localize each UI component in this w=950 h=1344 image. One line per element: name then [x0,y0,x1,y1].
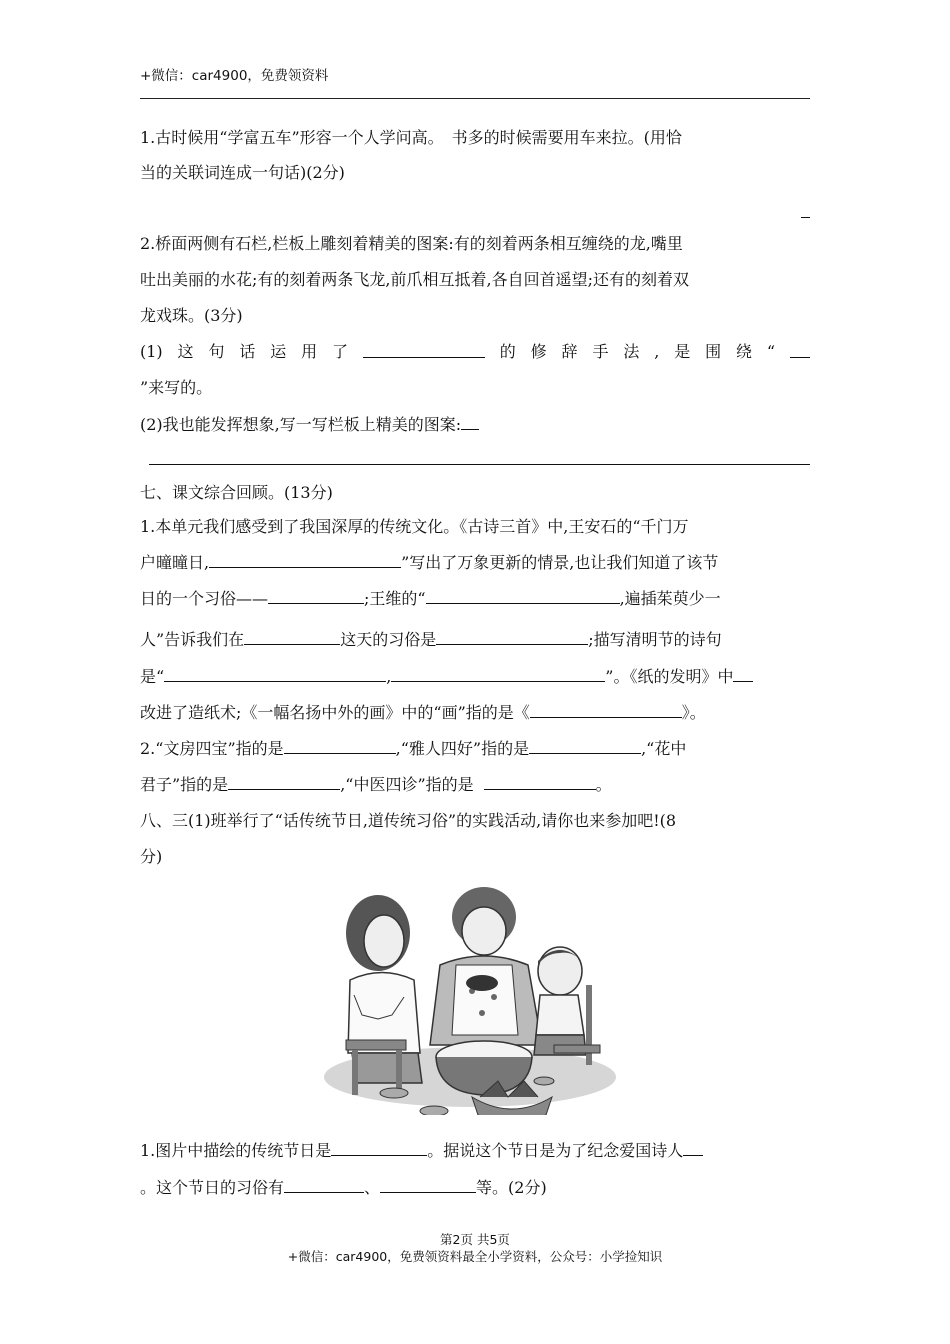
s7-l4a: 人”告诉我们在 [140,630,245,649]
s7-line-5 [140,666,753,687]
q2-p1-m7: 围 [705,342,722,361]
s7-l3c: ,遍插茱萸少一 [619,589,721,608]
q2-p1-w4: 运 [270,342,287,361]
four-elegances-blank[interactable] [529,738,641,754]
gentlemen-blank[interactable] [228,774,340,790]
q1-answer-blank[interactable] [801,217,810,218]
q2-p1-w0: (1) [140,342,163,361]
q2-part2-line [140,414,479,435]
s8-q1c: 。这个节日的习俗有 [140,1178,285,1197]
s7-l8c: 。 [595,775,612,794]
painting-blank[interactable] [530,702,682,718]
header-divider [140,98,810,99]
diagnosis-blank[interactable] [484,774,596,790]
s7-l7c: ,“花中 [641,739,687,758]
s7-line-2 [140,552,718,573]
q2-part1-end: ”来写的。 [140,378,213,397]
q2-p1-m9: “ [766,342,776,361]
s7-l7b: ,“雅人四好”指的是 [395,739,530,758]
pattern-answer-line[interactable] [149,464,810,465]
s7-l6b: 》。 [681,703,706,722]
qingming-blank-1[interactable] [164,666,386,682]
s7-l3b: ;王维的“ [364,589,426,608]
q2-p1-m5: , [654,342,660,361]
paper-inventor-blank[interactable] [733,666,753,682]
q2-p1-m1: 修 [530,342,547,361]
q2-p1-w3: 话 [239,342,256,361]
s7-l3a: 日的一个习俗—— [140,589,269,608]
q2-p1-w5: 用 [301,342,318,361]
s7-line-8 [140,774,612,795]
s8-q1-line-2 [140,1177,547,1198]
q2-p1-m2: 辞 [561,342,578,361]
q2-p1-m3: 手 [592,342,609,361]
festival-blank[interactable] [244,629,340,645]
s8-q1-line-1 [140,1140,703,1161]
four-treasures-blank[interactable] [284,738,396,754]
s7-line-1: 1.本单元我们感受到了我国深厚的传统文化。《古诗三首》中,王安石的“千门万 [140,517,689,536]
q2-p1-w6: 了 [332,342,349,361]
s7-l5c: ”。《纸的发明》中 [605,667,734,686]
s8-line-1: 八、三(1)班举行了“话传统节日,道传统习俗”的实践活动,请你也来参加吧!(8 [140,811,677,830]
s8-q1e: 等。(2分) [476,1178,547,1197]
s7-line-4 [140,629,722,650]
s7-l7a: 2.“文房四宝”指的是 [140,739,284,758]
custom-blank[interactable] [268,588,364,604]
theme-blank[interactable] [790,342,810,358]
q2-line-3: 龙戏珠。(3分) [140,306,243,325]
custom-blank-b[interactable] [380,1177,476,1193]
q2-p1-m6: 是 [674,342,691,361]
q2-p1-m0: 的 [499,342,516,361]
q2-part2-text: (2)我也能发挥想象,写一写栏板上精美的图案: [140,415,462,434]
q2-p1-m4: 法 [623,342,640,361]
q2-p1-w1: 这 [177,342,194,361]
footer-promo: +微信：car4900，免费领资料最全小学资料，公众号：小学捡知识 [287,1249,663,1264]
s7-l8b: ,“中医四诊”指的是 [340,775,474,794]
poet-blank[interactable] [683,1140,703,1156]
festival-name-blank[interactable] [331,1140,427,1156]
s8-line-2: 分) [140,847,163,866]
s7-l8a: 君子”指的是 [140,775,229,794]
qingming-blank-2[interactable] [391,666,605,682]
custom-blank-a[interactable] [284,1177,364,1193]
festival-illustration [322,885,618,1115]
s7-l2b: ”写出了万象更新的情景,也让我们知道了该节 [401,553,719,572]
s7-line-6 [140,702,706,723]
s7-l6a: 改进了造纸术;《一幅名扬中外的画》中的“画”指的是《 [140,703,530,722]
s7-l4b: 这天的习俗是 [340,630,437,649]
q2-part1-line [140,342,810,362]
poem-blank-2[interactable] [426,588,620,604]
q2-line-1: 2.桥面两侧有石栏,栏板上雕刻着精美的图案:有的刻着两条相互缠绕的龙,嘴里 [140,234,683,253]
s7-line-3 [140,588,721,609]
s7-l5a: 是“ [140,667,165,686]
page-number: 第2页 共5页 [440,1232,510,1247]
s7-line-7 [140,738,686,759]
s8-q1a: 1.图片中描绘的传统节日是 [140,1141,332,1160]
q2-p1-m8: 绕 [735,342,752,361]
q2-line-2: 吐出美丽的水花;有的刻着两条飞龙,前爪相互抵着,各自回首遥望;还有的刻着双 [140,270,689,289]
poem-blank-1[interactable] [209,552,401,568]
s7-l2a: 户曈曈日, [140,553,210,572]
s8-q1b: 。据说这个节日是为了纪念爱国诗人 [427,1141,684,1160]
section7-title: 七、课文综合回顾。(13分) [140,483,333,502]
pattern-blank[interactable] [461,414,479,430]
s7-l4c: ;描写清明节的诗句 [588,630,722,649]
q2-p1-w2: 句 [208,342,225,361]
s8-q1d: 、 [364,1178,381,1197]
s7-l5b: , [386,667,392,686]
q1-line-2: 当的关联词连成一句话)(2分) [140,163,345,182]
q1-line-1: 1.古时候用“学富五车”形容一个人学问高。 书多的时候需要用车来拉。(用恰 [140,128,682,147]
festival-custom-blank[interactable] [436,629,588,645]
rhetoric-blank[interactable] [363,342,485,358]
header-note: +微信：car4900，免费领资料 [140,68,329,84]
